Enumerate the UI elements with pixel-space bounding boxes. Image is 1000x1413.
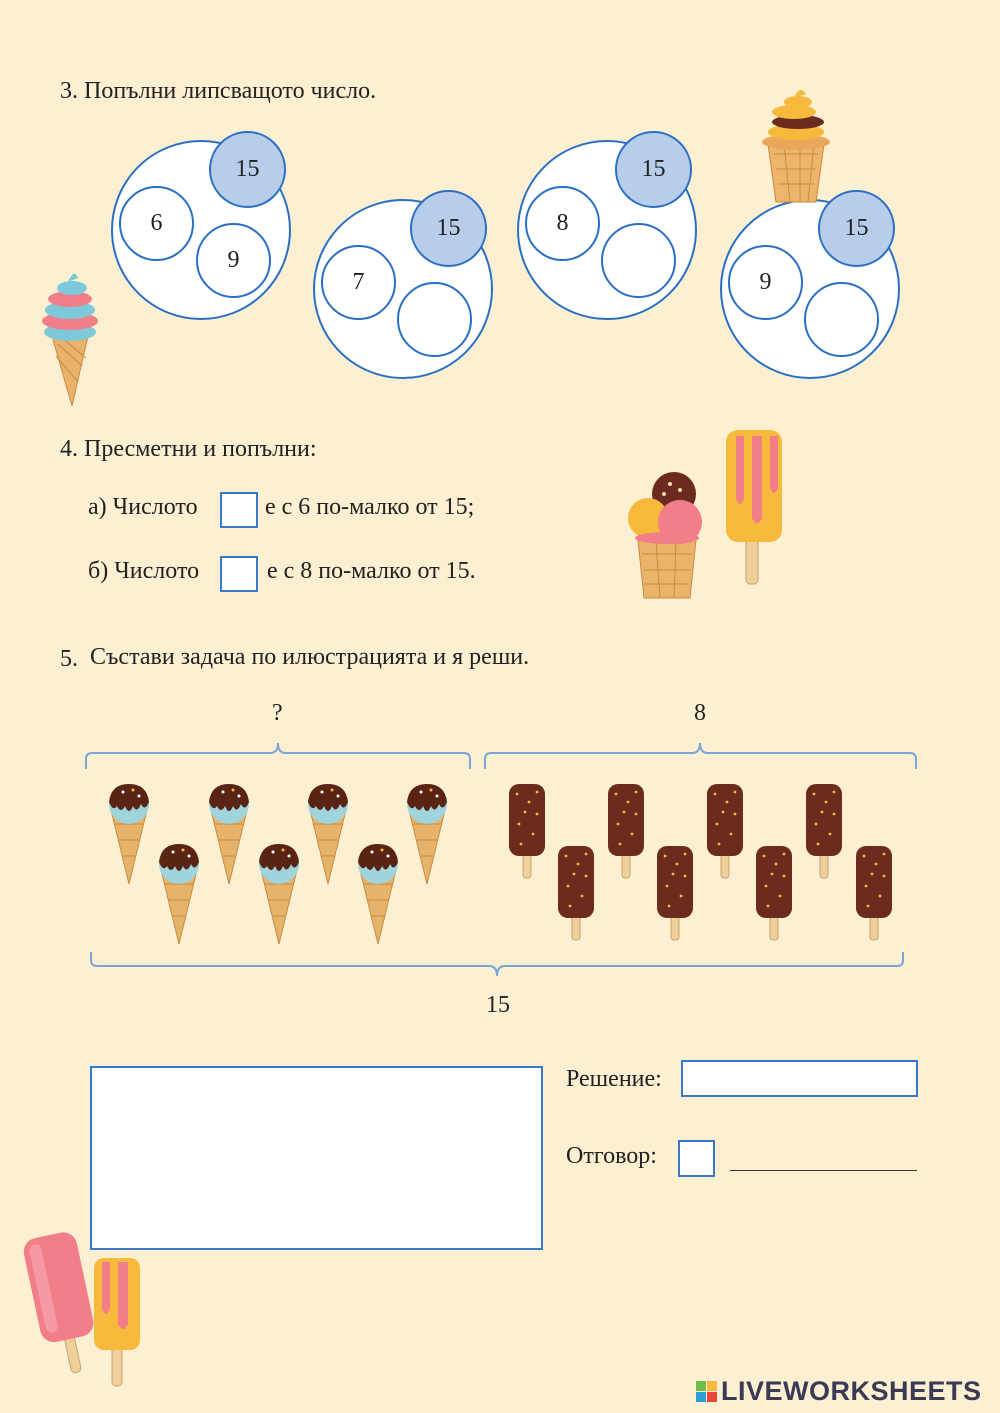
- bottom-brace: [85, 946, 910, 986]
- top-braces: [80, 735, 925, 775]
- logo-text: LIVEWORKSHEETS: [721, 1376, 982, 1406]
- problem-text-box[interactable]: [90, 1066, 543, 1250]
- answer-number-input[interactable]: [680, 1142, 713, 1175]
- liveworksheets-logo: [696, 1376, 982, 1407]
- answer-label: Отговор:: [566, 1143, 657, 1169]
- task4-b-answer-input[interactable]: [222, 558, 256, 590]
- swirl-ice-cream-icon: [38, 266, 102, 408]
- solution-input[interactable]: [683, 1062, 916, 1095]
- answer-line[interactable]: [730, 1130, 917, 1171]
- circle-4-answer-input[interactable]: [810, 304, 874, 336]
- task5-number: 5.: [60, 646, 78, 672]
- task4-b-suffix: е с 8 по-малко от 15.: [267, 558, 476, 584]
- answer-number-box[interactable]: [678, 1140, 715, 1177]
- task4-a-prefix: а) Числото: [88, 494, 198, 520]
- circle-1-total: 15: [209, 131, 286, 208]
- problem-text-input[interactable]: [92, 1068, 541, 1248]
- solution-box[interactable]: [681, 1060, 918, 1097]
- task4-b-prefix: б) Числото: [88, 558, 200, 584]
- chocolate-popsicle-group: [505, 780, 900, 945]
- pink-orange-popsicles-icon: [22, 1228, 152, 1390]
- circle-3-answer[interactable]: [601, 223, 676, 298]
- circle-2-answer[interactable]: [397, 282, 472, 357]
- task4-a-answer-input[interactable]: [222, 494, 256, 526]
- circle-2-answer-input[interactable]: [403, 304, 467, 336]
- circle-2-part-a: 7: [321, 245, 396, 320]
- circle-3-part-a: 8: [525, 186, 600, 261]
- circle-3-answer-input[interactable]: [607, 245, 671, 277]
- circle-2-total: 15: [410, 190, 487, 267]
- scoop-ice-cream-cone-icon: [626, 470, 708, 600]
- solution-label: Решение:: [566, 1066, 662, 1092]
- circle-4-total: 15: [818, 190, 895, 267]
- task5-title: Състави задача по илюстрацията и я реши.: [90, 644, 530, 670]
- circle-4-part-a: 9: [728, 245, 803, 320]
- task4-title: 4. Пресметни и попълни:: [60, 436, 317, 462]
- circle-1-part-a: 6: [119, 186, 194, 261]
- task3-title: 3. Попълни липсващото число.: [60, 78, 377, 104]
- circle-3-total: 15: [615, 131, 692, 208]
- chocolate-swirl-ice-cream-icon: [760, 84, 832, 204]
- task4-a-suffix: е с 6 по-малко от 15;: [265, 494, 475, 520]
- circle-4-answer[interactable]: [804, 282, 879, 357]
- total-label: 15: [486, 992, 510, 1018]
- cone-ice-cream-group: [100, 780, 460, 945]
- circle-1-part-b: 9: [196, 223, 271, 298]
- logo-squares-icon: [696, 1381, 717, 1402]
- task4-a-answer[interactable]: [220, 492, 258, 528]
- orange-popsicle-icon: [722, 428, 786, 586]
- task4-b-answer[interactable]: [220, 556, 258, 592]
- right-brace-label: 8: [694, 700, 706, 726]
- left-brace-label: ?: [272, 700, 283, 726]
